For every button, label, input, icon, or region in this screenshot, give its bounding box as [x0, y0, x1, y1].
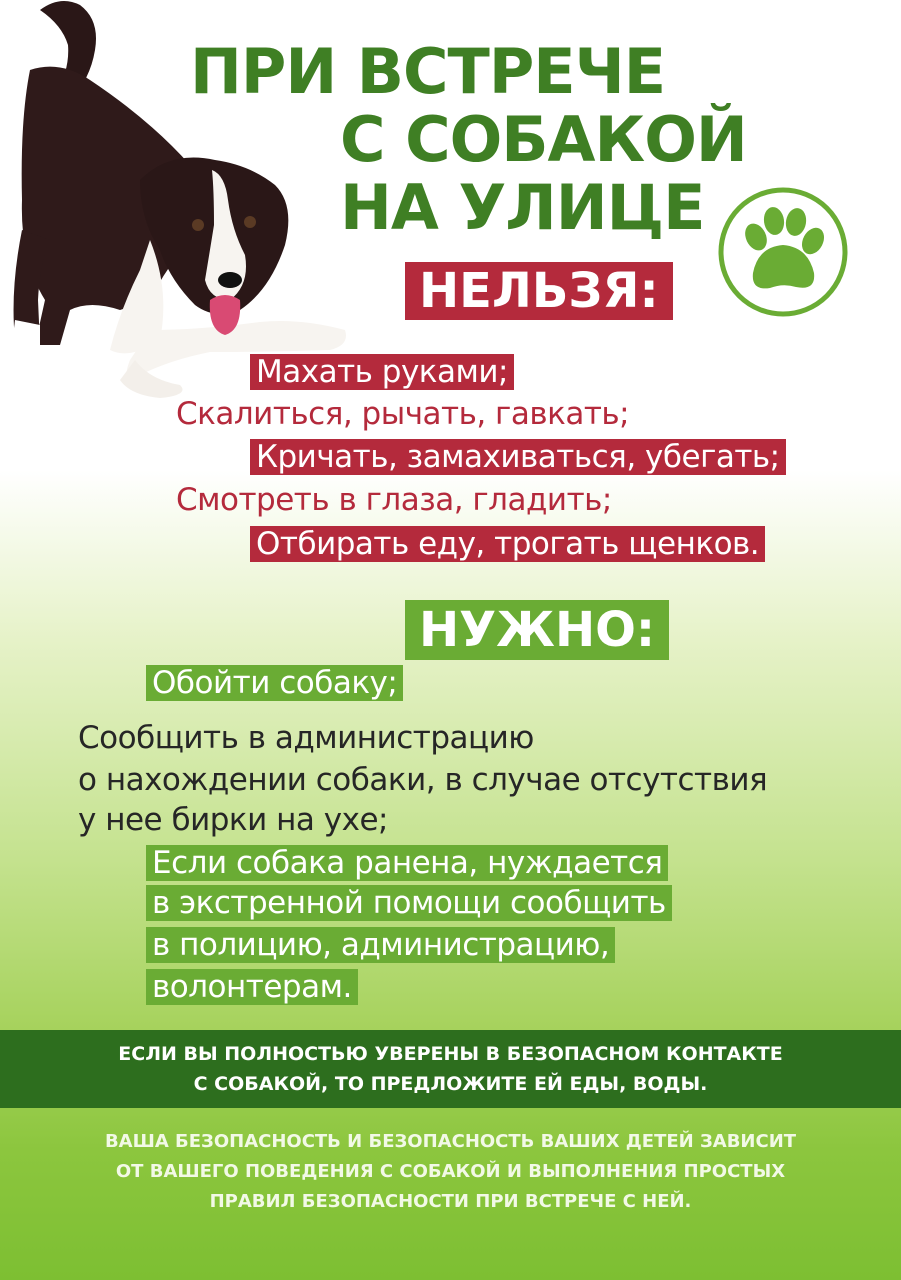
title-line-1: ПРИ ВСТРЕЧЕ: [190, 35, 666, 108]
footer-line: ОТ ВАШЕГО ПОВЕДЕНИЯ С СОБАКОЙ И ВЫПОЛНЕНИЯ ПРОСТЫХ: [115, 1161, 786, 1182]
title-line-3: НА УЛИЦЕ: [340, 171, 705, 244]
required-heading: НУЖНО:: [405, 600, 669, 660]
required-item-line: Если собака ранена, нуждается: [146, 843, 668, 883]
forbidden-item: Махать руками;: [250, 352, 514, 392]
required-item-line: в полицию, администрацию,: [146, 925, 615, 965]
title-line-2: С СОБАКОЙ: [340, 103, 747, 176]
footer-line: ВАША БЕЗОПАСНОСТЬ И БЕЗОПАСНОСТЬ ВАШИХ ДЕТЕЙ ЗАВИСИТ: [104, 1131, 797, 1152]
forbidden-item: Кричать, замахиваться, убегать;: [250, 437, 786, 477]
required-item: Обойти собаку;: [146, 663, 403, 703]
required-item-line: волонтерам.: [146, 967, 358, 1007]
advice-line: ЕСЛИ ВЫ ПОЛНОСТЬЮ УВЕРЕНЫ В БЕЗОПАСНОМ КОНТАКТЕ: [118, 1043, 783, 1065]
forbidden-heading: НЕЛЬЗЯ:: [405, 262, 673, 320]
required-item-line: Сообщить в администрацию: [78, 720, 534, 756]
poster-title: [190, 35, 750, 244]
required-item-line: в экстренной помощи сообщить: [146, 883, 672, 923]
paw-icon: [716, 185, 850, 319]
safety-footer: [40, 1127, 861, 1217]
advice-line: С СОБАКОЙ, ТО ПРЕДЛОЖИТЕ ЕЙ ЕДЫ, ВОДЫ.: [193, 1073, 708, 1095]
required-item-line: о нахождении собаки, в случае отсутствия: [78, 762, 768, 798]
required-item-line: у нее бирки на ухе;: [78, 802, 388, 838]
forbidden-item: Отбирать еду, трогать щенков.: [250, 524, 765, 564]
footer-line: ПРАВИЛ БЕЗОПАСНОСТИ ПРИ ВСТРЕЧЕ С НЕЙ.: [209, 1191, 692, 1212]
advice-band: [0, 1030, 901, 1108]
forbidden-item: Скалиться, рычать, гавкать;: [176, 396, 630, 432]
forbidden-item: Смотреть в глаза, гладить;: [176, 482, 612, 518]
